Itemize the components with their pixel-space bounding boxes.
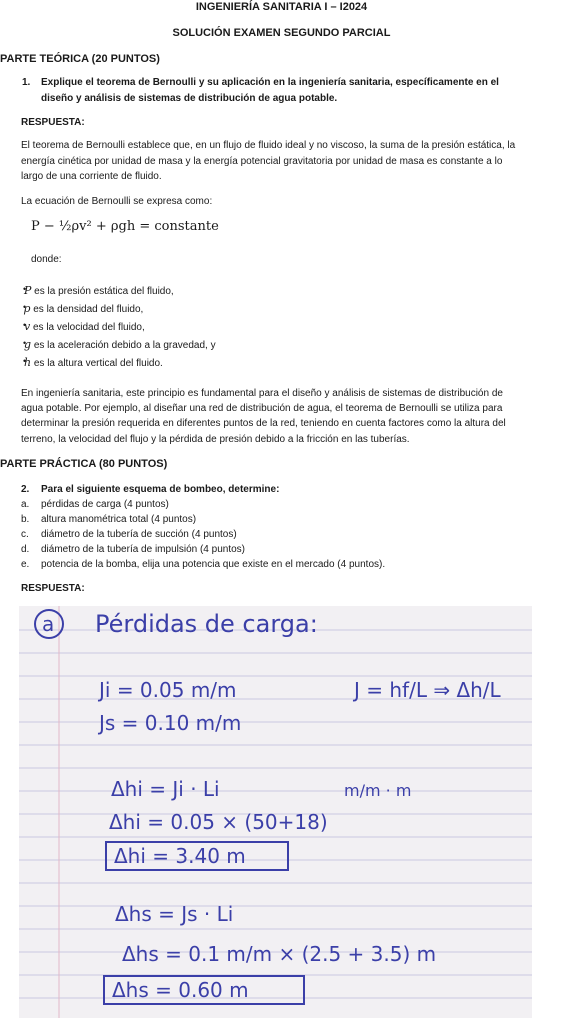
hand-line-4: Δhi = 0.05 × (50+18)	[109, 810, 328, 834]
hand-title: Pérdidas de carga:	[95, 610, 318, 638]
theory-heading: PARTE TEÓRICA (20 PUNTOS)	[0, 53, 160, 65]
variable-item: • v es la velocidad del fluido,	[24, 320, 145, 333]
where-label: donde:	[31, 254, 62, 265]
item-text: potencia de la bomba, elija una potencia que existe en el mercado (4 puntos).	[41, 559, 386, 570]
item-text: diámetro de la tubería de succión (4 puntos)	[41, 529, 237, 540]
bernoulli-equation: P − ½ρv² + ρgh = constante	[31, 219, 219, 234]
item-letter: a.	[21, 499, 30, 510]
item-letter: c.	[21, 529, 29, 540]
exam-title: SOLUCIÓN EXAMEN SEGUNDO PARCIAL	[172, 27, 391, 39]
variable-item: • P es la presión estática del fluido,	[24, 284, 174, 297]
notebook-page	[19, 606, 532, 1018]
hand-line-5: Δhi = 3.40 m	[114, 844, 246, 868]
hand-line-3: Δhi = Ji · Li	[111, 777, 220, 801]
paragraph-2-line-4: terreno, la velocidad del flujo y la pérdida de presión debido a la fricción en las tuberías.	[21, 434, 410, 445]
paragraph-2-line-1: En ingeniería sanitaria, este principio es fundamental para el diseño y análisis de sistemas de distribución de	[21, 388, 503, 399]
paragraph-1-line-2: energía cinética por unidad de masa y la energía potencial gravitatoria por unidad de masa es constante a lo	[21, 156, 503, 167]
course-title: INGENIERÍA SANITARIA I – I2024	[195, 1, 368, 13]
equation-intro: La ecuación de Bernoulli se expresa como:	[21, 196, 213, 207]
item-text: pérdidas de carga (4 puntos)	[41, 499, 169, 510]
hand-line-6: Δhs = Js · Li	[115, 902, 234, 926]
item-text: altura manométrica total (4 puntos)	[41, 514, 197, 525]
hand-line-1: Ji = 0.05 m/m	[99, 678, 237, 702]
item-text: diámetro de la tubería de impulsión (4 puntos)	[41, 544, 246, 555]
question-2-number: 2.	[21, 484, 30, 495]
hand-line-3b: m/m · m	[344, 781, 412, 800]
item-letter: d.	[21, 544, 30, 555]
question-1-line-1: Explique el teorema de Bernoulli y su aplicación en la ingeniería sanitaria, específicamente en el	[41, 77, 499, 88]
practice-heading: PARTE PRÁCTICA (80 PUNTOS)	[0, 458, 168, 470]
hand-line-7: Δhs = 0.1 m/m × (2.5 + 3.5) m	[122, 942, 437, 966]
variable-item: • ρ es la densidad del fluido,	[24, 302, 143, 315]
handwritten-solution-photo	[19, 606, 532, 1018]
circle-letter: a	[42, 612, 55, 636]
question-1-number: 1.	[22, 77, 31, 88]
question-2-text: Para el siguiente esquema de bombeo, determine:	[41, 484, 280, 495]
paragraph-2-line-3: determinar la presión requerida en diferentes puntos de la red, teniendo en cuenta factores como la altura del	[21, 418, 506, 429]
answer-label-1: RESPUESTA:	[21, 117, 85, 128]
hand-line-8: Δhs = 0.60 m	[112, 978, 249, 1002]
variable-item: • h es la altura vertical del fluido.	[24, 356, 163, 369]
paragraph-1-line-1: El teorema de Bernoulli establece que, en un flujo de fluido ideal y no viscoso, la suma de la presión estática, la	[21, 140, 516, 151]
answer-label-2: RESPUESTA:	[21, 583, 85, 594]
item-letter: e.	[21, 559, 30, 570]
variable-item: • g es la aceleración debido a la gravedad, y	[24, 338, 216, 351]
question-1-line-2: diseño y análisis de sistemas de distribución de agua potable.	[41, 93, 338, 104]
item-letter: b.	[21, 514, 30, 525]
hand-line-2: Js = 0.10 m/m	[99, 711, 242, 735]
hand-line-1b: J = hf/L ⇒ Δh/L	[354, 678, 501, 702]
paragraph-1-line-3: largo de una corriente de fluido.	[21, 171, 162, 182]
paragraph-2-line-2: agua potable. Por ejemplo, al diseñar una red de distribución de agua, el teorema de Bernoulli se utiliza para	[21, 403, 503, 414]
